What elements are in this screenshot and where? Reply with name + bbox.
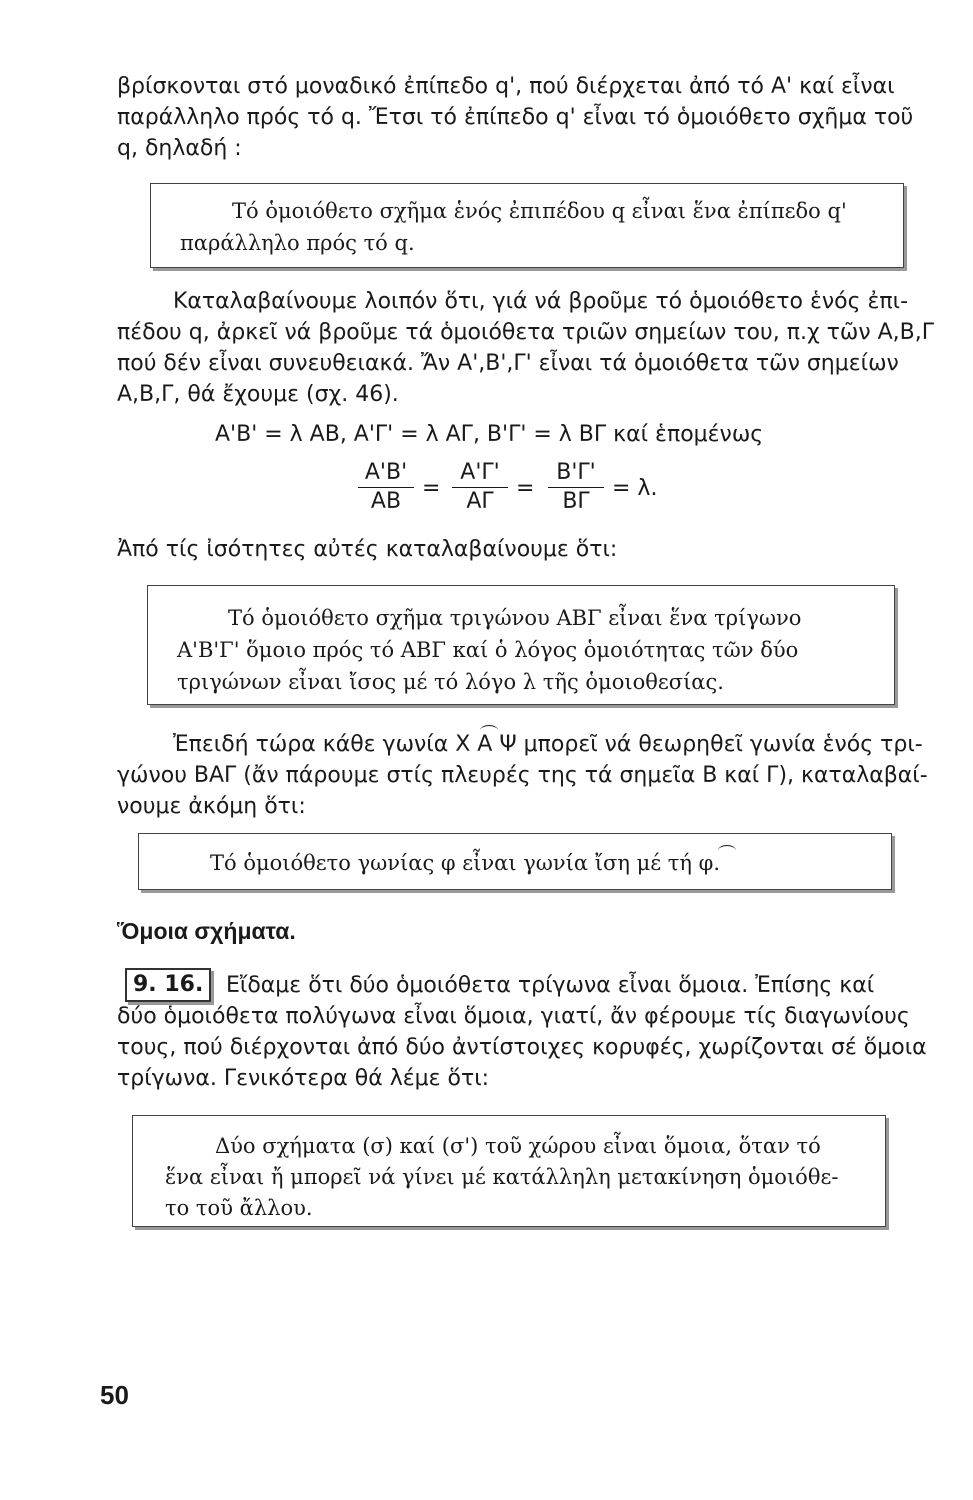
section-heading: Ὅμοια σχήματα.	[117, 918, 296, 944]
fraction-ab	[358, 460, 414, 515]
text-line: τους, πού διέρχονται ἀπό δύο ἀντίστοιχες κορυφές, χωρίζονται σέ ὅμοια	[117, 1035, 927, 1060]
fraction-denominator: ΑΒ	[370, 489, 402, 514]
equals-sign: =	[422, 476, 441, 501]
equation-line: Α'Β' = λ ΑΒ, Α'Γ' = λ ΑΓ, Β'Γ' = λ ΒΓ καί ἑπομένως	[215, 422, 764, 447]
text-line: νουμε ἀκόμη ὅτι:	[117, 794, 306, 819]
section-number: 9. 16.	[125, 968, 211, 1002]
text-line: Α,Β,Γ, θά ἔχουμε (σχ. 46).	[117, 382, 399, 407]
page-number: 50	[100, 1380, 129, 1410]
fraction-numerator: Β'Γ'	[556, 460, 596, 485]
text-line: q, δηλαδή :	[117, 136, 242, 161]
box-text: Δύο σχήματα (σ) καί (σ') τοῦ χώρου εἶναι ὅμοια, ὅταν τό	[215, 1134, 821, 1158]
text-line: πού δέν εἶναι συνευθειακά. Ἄν Α',Β',Γ' εἶναι τά ὁμοιόθετα τῶν σημείων	[117, 351, 899, 376]
text-line: βρίσκονται στό μοναδικό ἐπίπεδο q', πού διέρχεται ἀπό τό Α' καί εἶναι	[117, 74, 895, 99]
fraction-denominator: ΑΓ	[466, 489, 494, 514]
fraction-numerator: Α'Γ'	[460, 460, 500, 485]
fraction-denominator: ΒΓ	[562, 489, 590, 514]
fraction-ag	[452, 460, 508, 515]
box-text: ἕνα εἶναι ἤ μπορεῖ νά γίνει μέ κατάλληλη μετακίνηση ὁμοιόθε-	[165, 1165, 839, 1189]
equals-sign: =	[516, 476, 535, 501]
fraction-bg	[548, 460, 604, 515]
box-text: Τό ὁμοιόθετο γωνίας φ εἶναι γωνία ἴση μέ τή φ.	[210, 851, 721, 875]
text-line: Καταλαβαίνουμε λοιπόν ὅτι, γιά νά βροῦμε τό ὁμοιόθετο ἑνός ἐπι-	[173, 289, 909, 314]
box-text: τριγώνων εἶναι ἴσος μέ τό λόγο λ τῆς ὁμοιοθεσίας.	[177, 670, 724, 694]
box-text: Τό ὁμοιόθετο σχῆμα ἑνός ἐπιπέδου q εἶναι ἕνα ἐπίπεδο q'	[232, 199, 847, 223]
text-line: Ἀπό τίς ἰσότητες αὐτές καταλαβαίνουμε ὅτι:	[117, 537, 618, 562]
angle-hat-mark	[718, 845, 736, 856]
text-line: παράλληλο πρός τό q. Ἔτσι τό ἐπίπεδο q' εἶναι τό ὁμοιόθετο σχῆμα τοῦ	[117, 105, 914, 130]
angle-hat-mark	[480, 725, 498, 736]
text-line: τρίγωνα. Γενικότερα θά λέμε ὅτι:	[117, 1066, 490, 1091]
text-line: γώνου ΒΑΓ (ἄν πάρουμε στίς πλευρές της τά σημεῖα Β καί Γ), καταλαβαί-	[117, 763, 928, 788]
equals-lambda: = λ.	[612, 476, 658, 501]
text-line: Εἴδαμε ὅτι δύο ὁμοιόθετα τρίγωνα εἶναι ὅμοια. Ἐπίσης καί	[226, 973, 875, 998]
box-text: Α'Β'Γ' ὅμοιο πρός τό ΑΒΓ καί ὁ λόγος ὁμοιότητας τῶν δύο	[177, 638, 799, 662]
box-text: παράλληλο πρός τό q.	[180, 231, 415, 255]
box-text: Τό ὁμοιόθετο σχῆμα τριγώνου ΑΒΓ εἶναι ἕνα τρίγωνο	[228, 606, 802, 630]
text-line: δύο ὁμοιόθετα πολύγωνα εἶναι ὅμοια, γιατί, ἄν φέρουμε τίς διαγωνίους	[117, 1004, 910, 1029]
text-line: πέδου q, ἀρκεῖ νά βροῦμε τά ὁμοιόθετα τριῶν σημείων του, π.χ τῶν Α,Β,Γ	[117, 320, 934, 345]
text-line: Ἐπειδή τώρα κάθε γωνία Χ Α Ψ μπορεῖ νά θεωρηθεῖ γωνία ἑνός τρι-	[173, 732, 923, 757]
box-text: το τοῦ ἄλλου.	[165, 1196, 313, 1220]
fraction-numerator: Α'Β'	[364, 460, 408, 485]
